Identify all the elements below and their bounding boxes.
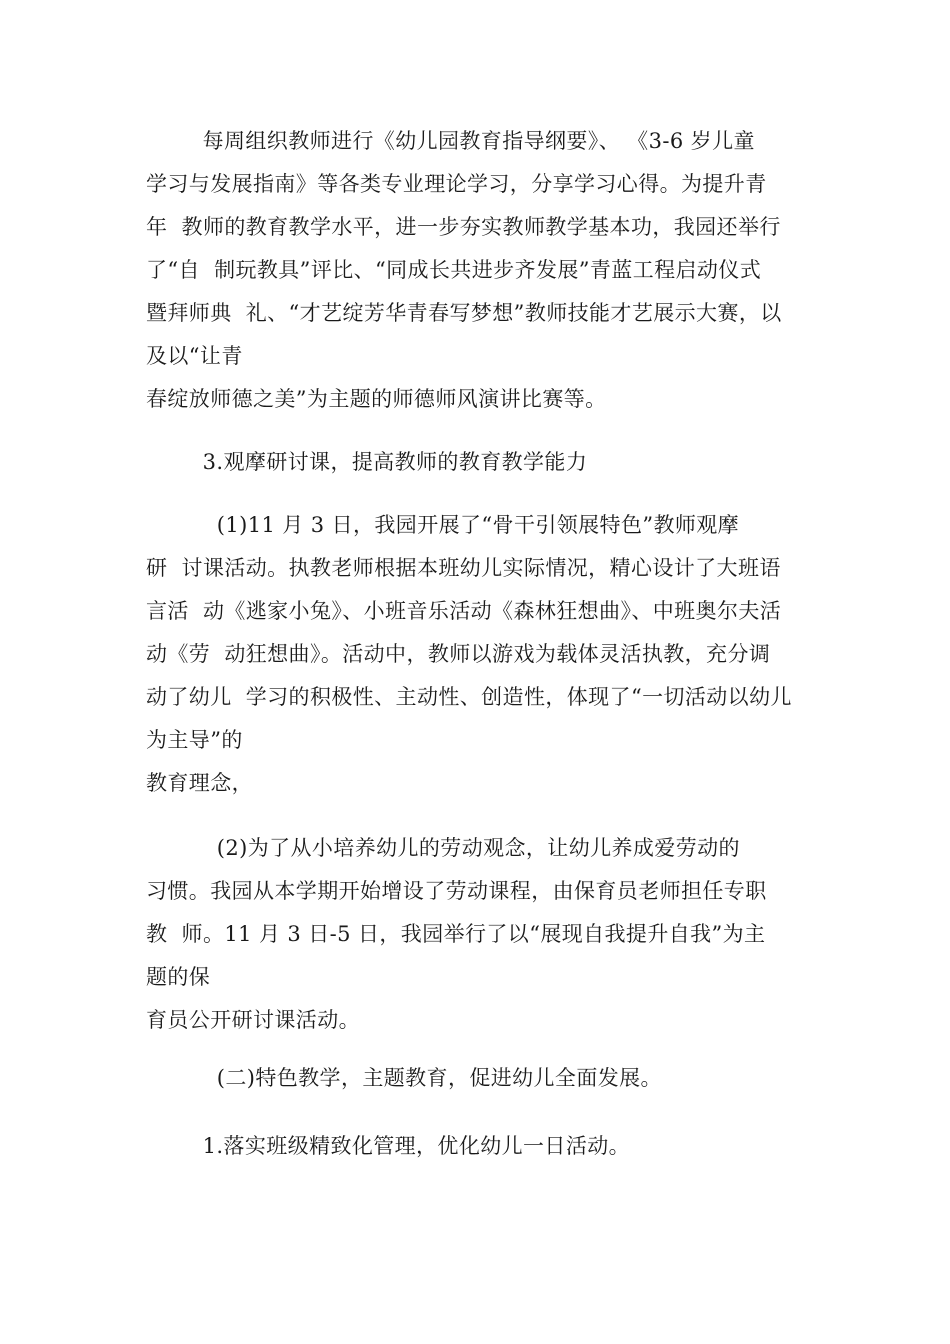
para-item-2-line-5: 育员公开研讨课活动。 <box>146 1008 360 1032</box>
para-item-2-line-4: 题的保 <box>146 965 211 989</box>
para-item-1-line-2: 研 讨课活动。执教老师根据本班幼儿实际情况，精心设计了大班语 <box>146 556 781 580</box>
para-teacher-study-line-1: 每周组织教师进行《幼儿园教育指导纲要》、 《3-6 岁儿童 <box>146 129 755 153</box>
para-teacher-study-line-2: 学习与发展指南》等各类专业理论学习，分享学习心得。为提升青 <box>146 172 767 196</box>
para-item-2-line-2: 习惯。我园从本学期开始增设了劳动课程，由保育员老师担任专职 <box>146 879 767 903</box>
para-item-1-line-1: (1)11 月 3 日，我园开展了“骨干引领展特色”教师观摩 <box>146 513 740 537</box>
para-teacher-study-line-3: 年 教师的教育教学水平，进一步夯实教师教学基本功，我园还举行 <box>146 215 781 239</box>
para-item-1-line-3: 言活 动《逃家小兔》、小班音乐活动《森林狂想曲》、中班奥尔夫活 <box>146 599 782 623</box>
para-item-1-line-5: 动了幼儿 学习的积极性、主动性、创造性，体现了“一切活动以幼儿 <box>146 685 792 709</box>
para-teacher-study-line-7: 春绽放师德之美”为主题的师德师风演讲比赛等。 <box>146 387 607 411</box>
para-teacher-study-line-4: 了“自 制玩教具”评比、“同成长共进步齐发展”青蓝工程启动仪式 <box>146 258 762 282</box>
heading-special-teaching: (二)特色教学，主题教育，促进幼儿全面发展。 <box>146 1066 662 1090</box>
para-teacher-study-line-6: 及以“让青 <box>146 344 243 368</box>
para-item-1-line-4: 动《劳 动狂想曲》。活动中，教师以游戏为载体灵活执教，充分调 <box>146 642 771 666</box>
para-item-1-line-7: 教育理念， <box>146 771 253 795</box>
para-item-1-line-6: 为主导”的 <box>146 728 243 752</box>
para-item-2-line-1: (2)为了从小培养幼儿的劳动观念，让幼儿养成爱劳动的 <box>146 836 740 860</box>
heading-observation: 3.观摩研讨课，提高教师的教育教学能力 <box>146 450 588 474</box>
para-teacher-study-line-5: 暨拜师典 礼、“才艺绽芳华青春写梦想”教师技能才艺展示大赛，以 <box>146 301 782 325</box>
heading-class-management: 1.落实班级精致化管理，优化幼儿一日活动。 <box>146 1134 631 1158</box>
para-item-2-line-3: 教 师。11 月 3 日-5 日，我园举行了以“展现自我提升自我”为主 <box>146 922 766 946</box>
